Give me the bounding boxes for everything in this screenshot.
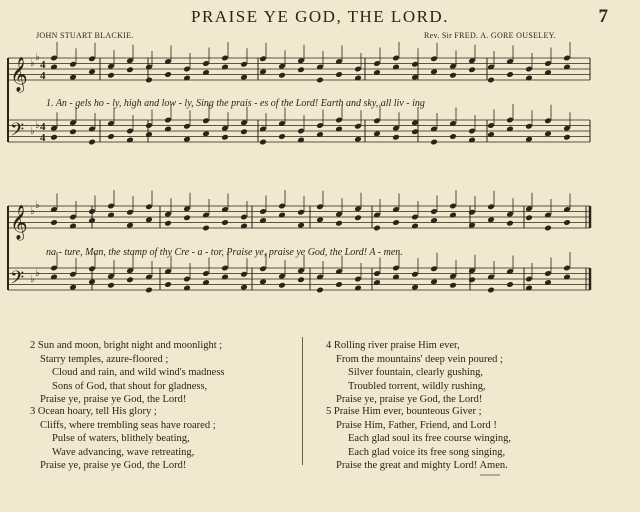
note-head (50, 219, 58, 226)
flat-icon: ♭ (30, 58, 35, 69)
time-signature-denominator: 4 (40, 70, 46, 82)
note-head (240, 284, 248, 291)
note-head (354, 214, 362, 221)
verse-line: Wave advancing, wave retreating, (52, 446, 195, 458)
bass-clef-icon: 𝄢 (10, 268, 25, 293)
note-head (69, 128, 77, 135)
lyrics-line-2: na - ture, Man, the stamp of thy Cre - a - tor, Praise ye, praise ye God, the Lord! A - men. (46, 247, 403, 258)
note-head (373, 225, 381, 232)
note-head (88, 139, 96, 146)
flat-icon: ♭ (35, 52, 40, 63)
note-head (145, 77, 153, 84)
verse-line: 4 Rolling river praise Him ever, (326, 340, 460, 351)
note-head (335, 71, 343, 78)
note-head (183, 136, 191, 143)
verse-line: Praise ye, praise ye God, the Lord! (40, 460, 187, 472)
column-divider (302, 337, 303, 465)
verse-line: 5 Praise Him ever, bounteous Giver ; (326, 406, 482, 417)
note-head (563, 134, 571, 141)
note-head (430, 278, 438, 285)
note-head (297, 222, 305, 229)
time-signature-denominator: 4 (40, 132, 46, 144)
note-head (430, 68, 438, 75)
note-head (525, 214, 533, 221)
note-head (107, 282, 115, 289)
note-head (449, 282, 457, 289)
note-head (107, 72, 115, 79)
note-head (544, 225, 552, 232)
verse-line: 2 Sun and moon, bright night and moonlight ; (30, 340, 223, 351)
note-head (487, 287, 495, 294)
note-head (221, 134, 229, 141)
composer-credit: Rev. Sir FRED. A. GORE OUSELEY. (424, 31, 556, 40)
note-head (468, 222, 476, 229)
verse-line: Praise ye, praise ye God, the Lord! (40, 394, 187, 406)
verse-line: From the mountains' deep vein poured ; (336, 353, 503, 365)
note-head (430, 139, 438, 146)
verse-line: Silver fountain, clearly gushing, (348, 367, 484, 379)
note-head (202, 225, 210, 232)
note-head (449, 133, 457, 140)
note-head (145, 287, 153, 294)
note-head (354, 136, 362, 143)
note-head (392, 134, 400, 141)
verse-line: Pulse of waters, blithely beating, (52, 433, 190, 445)
note-head (316, 77, 324, 84)
note-head (183, 214, 191, 221)
lyricist-credit: JOHN STUART BLACKIE. (36, 31, 134, 40)
verse-line: Cliffs, where trembling seas have roared ; (40, 419, 216, 431)
note-head (164, 220, 172, 227)
note-head (126, 66, 134, 73)
flat-icon: ♭ (30, 206, 35, 217)
note-head (297, 276, 305, 283)
note-head (335, 220, 343, 227)
verse-line: Praise ye, praise ye God, the Lord! (336, 394, 483, 406)
flat-icon: ♭ (35, 200, 40, 211)
note-head (164, 281, 172, 288)
note-head (506, 71, 514, 78)
hymn-title: PRAISE YE GOD, THE LORD. (191, 7, 449, 26)
note-head (297, 66, 305, 73)
note-head (259, 139, 267, 146)
flat-icon: ♭ (35, 268, 40, 279)
note-head (259, 68, 267, 75)
verse-line: Praise Him, Father, Friend, and Lord ! (336, 419, 497, 431)
note-head (126, 222, 134, 229)
note-head (316, 287, 324, 294)
note-head (50, 134, 58, 141)
note-head (525, 136, 533, 143)
note-head (487, 77, 495, 84)
note-head (468, 66, 476, 73)
verse-line: Each glad soul its free course winging, (348, 433, 511, 445)
note-head (221, 219, 229, 226)
verse-5 (326, 405, 511, 473)
note-head (145, 216, 153, 223)
note-head (107, 133, 115, 140)
flat-icon: ♭ (30, 126, 35, 137)
note-head (69, 74, 77, 81)
verse-line: Troubled torrent, wildly rushing, (348, 380, 486, 392)
page-number: 7 (598, 6, 608, 27)
verse-line: Each glad voice its free song singing, (348, 446, 506, 458)
note-head (373, 130, 381, 137)
note-head (487, 216, 495, 223)
flat-icon: ♭ (35, 120, 40, 131)
note-head (544, 130, 552, 137)
treble-clef-icon: 𝄞 (10, 57, 28, 92)
verse-2 (30, 339, 225, 407)
verse-line: Sons of God, that shout for gladness, (52, 380, 208, 392)
time-signature-numerator: 4 (40, 59, 46, 71)
verse-line: Starry temples, azure-floored ; (40, 353, 169, 365)
note-head (240, 128, 248, 135)
verse-line: Praise the great and mighty Lord! Amen. (336, 460, 508, 472)
lyrics-line-1: 1. An - gels ho - ly, high and low - ly, Sing the prais - es of the Lord! Earth and sky, all liv - ing (46, 98, 425, 109)
note-head (316, 216, 324, 223)
note-head (202, 130, 210, 137)
flat-icon: ♭ (30, 274, 35, 285)
note-head (240, 74, 248, 81)
note-head (411, 284, 419, 291)
verse-line: 3 Ocean hoary, tell His glory ; (30, 406, 157, 417)
note-head (506, 281, 514, 288)
note-head (449, 72, 457, 79)
note-head (392, 219, 400, 226)
note-head (563, 219, 571, 226)
note-head (506, 220, 514, 227)
bass-clef-icon: 𝄢 (10, 120, 25, 145)
note-head (88, 278, 96, 285)
note-head (88, 68, 96, 75)
note-head (164, 71, 172, 78)
note-head (278, 72, 286, 79)
note-head (69, 284, 77, 291)
note-head (468, 276, 476, 283)
verse-3 (30, 405, 216, 473)
time-signature-numerator: 4 (40, 121, 46, 133)
verse-4 (326, 339, 503, 407)
note-head (278, 133, 286, 140)
note-head (259, 278, 267, 285)
note-head (126, 276, 134, 283)
printer-mark (480, 474, 500, 476)
note-head (335, 281, 343, 288)
note-head (278, 282, 286, 289)
treble-clef-icon: 𝄞 (10, 205, 28, 240)
verse-line: Cloud and rain, and wild wind's madness (52, 367, 225, 379)
